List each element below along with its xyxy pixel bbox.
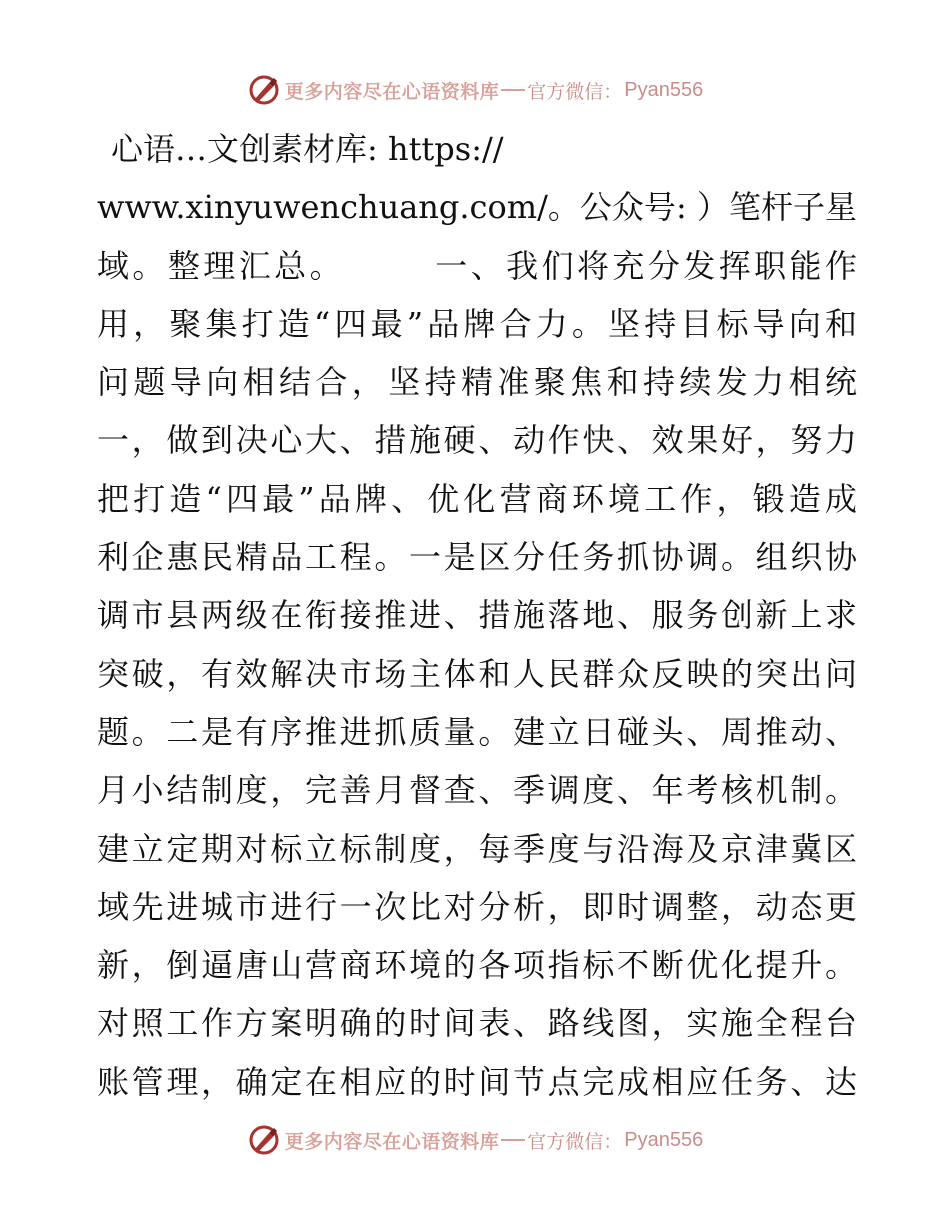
text-line: 把打造“四最”品牌、优化营商环境工作，锻造成 (97, 479, 857, 518)
text-line: 建立定期对标立标制度，每季度与沿海及京津冀区 (97, 829, 857, 868)
text-line: 突破，有效解决市场主体和人民群众反映的突出问 (97, 654, 857, 693)
text-line: 域先进城市进行一次比对分析，即时调整，动态更 (97, 887, 857, 926)
watermark-wechat-id: Pyan556 (624, 1128, 704, 1151)
text-line: 域。整理汇总。 一、我们将充分发挥职能作 (97, 246, 857, 285)
text-line: 调市县两级在衔接推进、措施落地、服务创新上求 (97, 596, 857, 635)
text-line: 月小结制度，完善月督查、季调度、年考核机制。 (97, 771, 857, 810)
watermark-separator (501, 1139, 525, 1141)
text-line: www.xinyuwenchuang.com/。公众号: ）笔杆子星 (97, 188, 857, 227)
pen-logo-icon (247, 73, 281, 107)
document-body (97, 120, 857, 1111)
text-line: 利企惠民精品工程。一是区分任务抓协调。组织协 (97, 538, 857, 577)
text-line: 对照工作方案明确的时间表、路线图，实施全程台 (97, 1004, 857, 1043)
watermark-wechat-id: Pyan556 (624, 78, 704, 101)
text-line: 一，做到决心大、措施硬、动作快、效果好，努力 (97, 421, 857, 460)
pen-logo-icon (247, 1123, 281, 1157)
watermark-title: 更多内容尽在心语资料库 (284, 80, 500, 103)
text-line: 账管理，确定在相应的时间节点完成相应任务、达 (97, 1062, 857, 1101)
header-watermark (0, 70, 950, 110)
watermark-separator (501, 89, 525, 91)
text-line: 题。二是有序推进抓质量。建立日碰头、周推动、 (97, 712, 857, 751)
text-line: 问题导向相结合，坚持精准聚焦和持续发力相统 (97, 363, 857, 402)
footer-watermark (0, 1120, 950, 1160)
text-line: 用，聚集打造“四最”品牌合力。坚持目标导向和 (97, 304, 857, 343)
watermark-label: 官方微信： (527, 1130, 623, 1153)
text-line: 心语…文创素材库: https:// (111, 130, 504, 168)
watermark-label: 官方微信： (527, 80, 623, 103)
text-line: 新，倒逼唐山营商环境的各项指标不断优化提升。 (97, 946, 857, 985)
watermark-title: 更多内容尽在心语资料库 (284, 1130, 500, 1153)
